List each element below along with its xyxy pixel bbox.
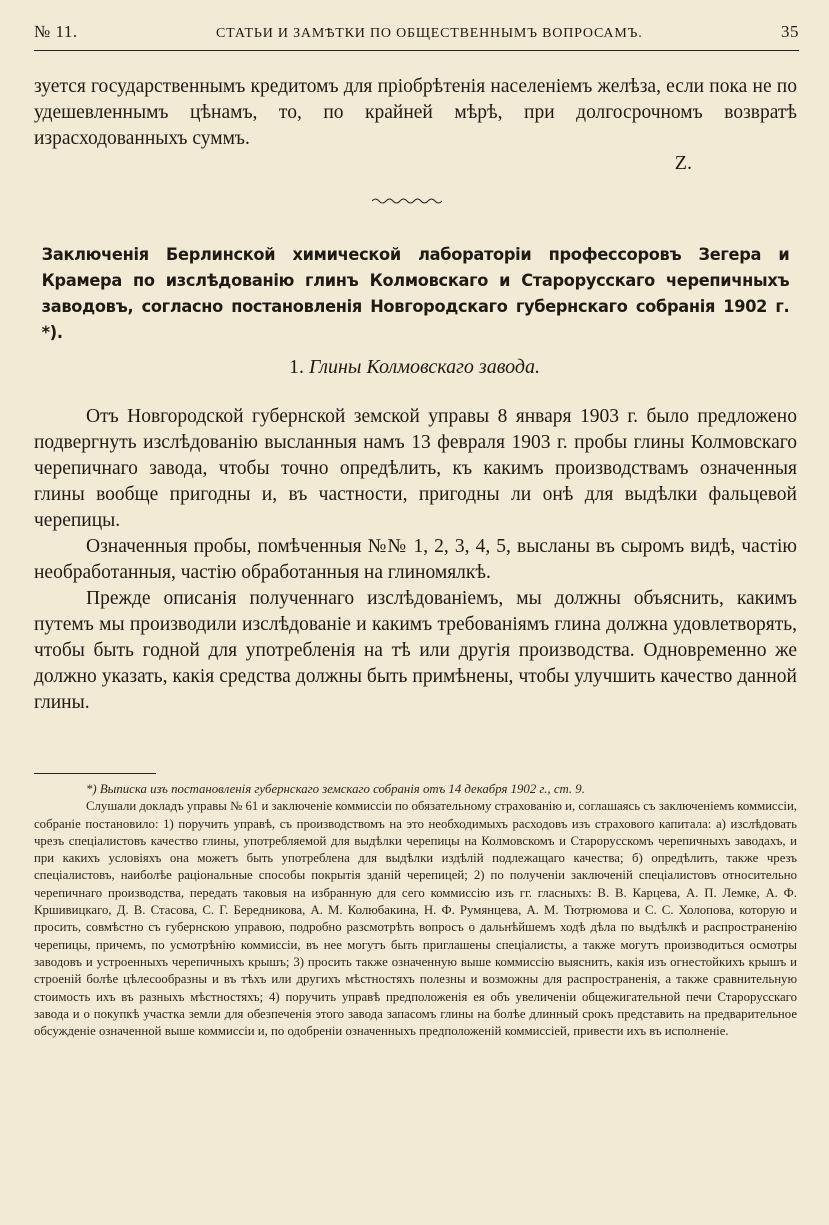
- article-body: [34, 404, 797, 716]
- wave-ornament-icon: [372, 196, 442, 206]
- header-rule: [34, 50, 799, 51]
- running-title: СТАТЬИ И ЗАМѢТКИ ПО ОБЩЕСТВЕННЫМЪ ВОПРОСАМЪ.: [216, 26, 643, 41]
- body-paragraph: Отъ Новгородской губернской земской управы 8 января 1903 г. было предложено подвергнуть изслѣдованію высланныя намъ 13 февраля 1903 г. пробы глины Колмовскаго черепичнаго завода, чтобы точно опредѣлить, къ какимъ производствамъ означенныя глины вообще пригодны и, въ частности, пригодны ли онѣ для выдѣлки фальцевой черепицы.: [34, 406, 797, 531]
- article-title: Заключенія Берлинской химической лабораторіи профессоровъ Зегера и Крамера по изслѣдованію глинъ Колмовскаго и Старорусскаго черепичныхъ заводовъ, согласно постановленія Новгородскаго губернскаго собранія 1902 г. *).: [41, 245, 790, 342]
- issue-number: № 11.: [34, 22, 78, 41]
- footnote-heading: *) Выписка изъ постановленія губернскаго земскаго собранія отъ 14 декабря 1902 г., ст. 9.: [86, 782, 585, 796]
- body-paragraph: Прежде описанія полученнаго изслѣдованіемъ, мы должны объяснить, какимъ путемъ мы производили изслѣдованіе и какимъ требованіямъ глина должна удовлетворять, чтобы быть годной для употребленія на тѣ или другія производства. Одновременно же должно указать, какія средства должны быть примѣнены, чтобы улучшить качество данной глины.: [34, 588, 797, 713]
- page-number: 35: [781, 22, 799, 41]
- footnote: [34, 781, 797, 1040]
- opening-paragraph: зуется государственнымъ кредитомъ для пріобрѣтенія населеніемъ желѣза, если пока не по удешевленнымъ цѣнамъ, то, по крайней мѣрѣ, при долгосрочномъ возвратѣ израсходованныхъ суммъ.: [34, 76, 797, 149]
- section-heading: [0, 356, 829, 379]
- page-header: [34, 22, 799, 48]
- section-number: 1.: [288, 356, 304, 378]
- footnote-rule: [34, 773, 156, 774]
- section-name: Глины Колмовскаго завода.: [308, 356, 541, 378]
- body-paragraph: Означенныя пробы, помѣченныя №№ 1, 2, 3, 4, 5, высланы въ сыромъ видѣ, частію необработанныя, частію обработанныя на глиномялкѣ.: [34, 536, 797, 583]
- footnote-text: Слушали докладъ управы № 61 и заключеніе коммиссіи по обязательному страхованію и, соглашаясь съ заключеніемъ коммиссіи, собраніе постановило: 1) поручить управѣ, съ производствомъ на это необходимыхъ расходовъ изъ страхового капитала: а) изслѣдовать чрезъ спеціалистовъ качество глины, употребляемой для выдѣлки черепицы на Колмовскомъ и Старорусскомъ черепичныхъ заводахъ, и при какихъ условіяхъ она можетъ быть употреблена для выдѣлки издѣлій подлежащаго качества; б) опредѣлить, также чрезъ спеціалистовъ, наиболѣе раціональные способы покрытія зданій черепицей; 2) по полученіи заключеній спеціалистовъ относительно черепичнаго производства, передать таковыя на избранную для сего коммиссію изъ гг. гласныхъ: В. В. Карцева, А. П. Лемке, А. Ф. Кршивицкаго, Д. В. Стасова, С. Г. Бередникова, А. М. Колюбакина, Н. Ф. Румянцева, А. М. Тютрюмова и С. С. Холопова, которую и просить, совмѣстно съ губернскою управою, подробно разсмотрѣть вопросъ о дальнѣйшемъ ходѣ дѣла по выдѣлкѣ и распространенію черепицы, причемъ, по усмотрѣнію коммиссіи, въ нее могутъ быть приглашены спеціалисты, а также могутъ производиться осмотры заводовъ и устроенныхъ черепичныхъ крышъ; 3) просить также означенную выше коммиссію выяснить, какія изъ огнестойкихъ крышъ и строеній болѣе цѣлесообразны и въ тѣхъ или другихъ мѣстностяхъ полезны и возможны для распространенія, а также сравнительную стоимость ихъ въ разныхъ мѣстностяхъ; 4) поручить управѣ предположенія ея объ увеличеніи общежигательной печи Старорусскаго завода и о покупкѣ участка земли для обезпеченія этого завода запасомъ глины на болѣе длинный срокъ представить на предварительное обсужденіе означенной выше коммиссіи и, по одобреніи означенныхъ предположеній коммиссіей, привести ихъ въ исполненіе.: [34, 799, 798, 1039]
- author-signature: Z.: [674, 152, 692, 174]
